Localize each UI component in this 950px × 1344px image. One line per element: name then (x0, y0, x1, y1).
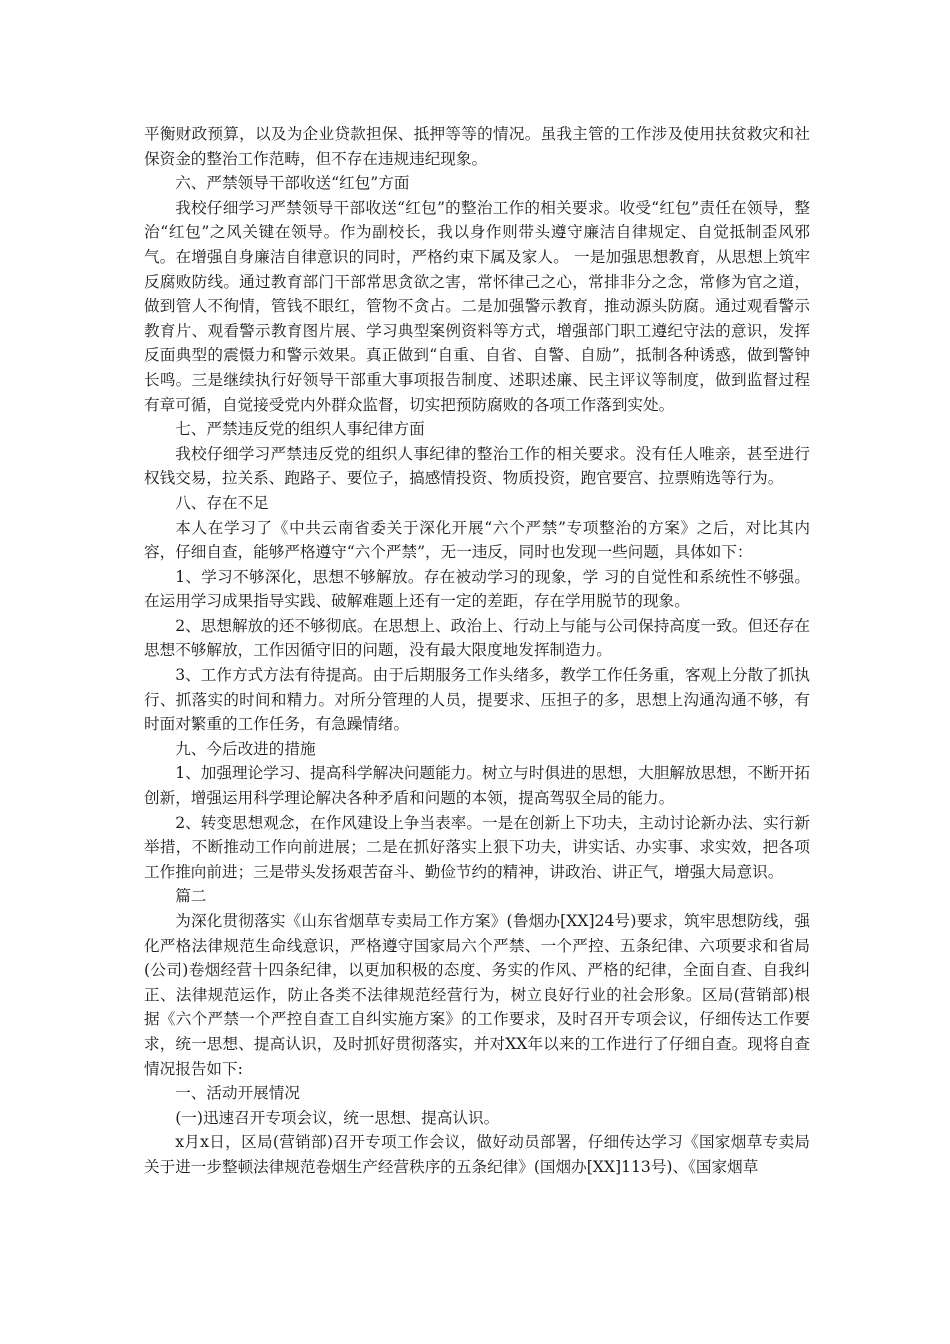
paragraph: 我校仔细学习严禁违反党的组织人事纪律的整治工作的相关要求。没有任人唯亲，甚至进行权钱交易，拉关系、跑路子、要位子，搞感情投资、物质投资，跑官要宫、拉票贿选等行为。 (144, 444, 810, 488)
section-heading: 一、活动开展情况 (175, 1084, 300, 1103)
part-heading: 篇二 (175, 887, 207, 906)
list-item: 1、学习不够深化，思想不够解放。存在被动学习的现象，学 习的自觉性和系统性不够强。在运用学习成果指导实践、破解难题上还有一定的差距，存在学用脱节的现象。 (144, 567, 810, 611)
paragraph: 我校仔细学习严禁领导干部收送“红包”的整治工作的相关要求。收受“红包”责任在领导，整治“红包”之风关键在领导。作为副校长，我以身作则带头遵守廉洁自律规定、自觉抵制歪风邪气。在增强自身廉洁自律意识的同时，严格约束下属及家人。 一是加强思想教育，从思想上筑牢反腐败防线。通过教育部门干部常思贪欲之害，常怀律己之心，常排非分之念，常修为官之道，做到管人不徇情，管钱不眼红，管物不贪占。二是加强警示教育，推动源头防腐。通过观看警示教育片、观看警示教育图片展、学习典型案例资料等方式，增强部门职工遵纪守法的意识，发挥反面典型的震慑力和警示效果。真正做到“自重、自省、自警、自励”，抵制各种诱惑，做到警钟长鸣。三是继续执行好领导干部重大事项报告制度、述职述廉、民主评议等制度，做到监督过程有章可循，自觉接受党内外群众监督，切实把预防腐败的各项工作落到实处。 (144, 198, 810, 414)
section-heading: 九、今后改进的措施 (175, 739, 316, 758)
paragraph: 平衡财政预算，以及为企业贷款担保、抵押等等的情况。虽我主管的工作涉及使用扶贫救灾和社保资金的整治工作范畴，但不存在违规违纪现象。 (144, 125, 810, 168)
subsection-heading: (一)迅速召开专项会议，统一思想、提高认识。 (175, 1108, 500, 1127)
paragraph: x月x日，区局(营销部)召开专项工作会议，做好动员部署，仔细传达学习《国家烟草专卖局关于进一步整顿法律规范卷烟生产经营秩序的五条纪律》(国烟办[XX]113号)、《国家烟草 (144, 1133, 810, 1176)
paragraph: 为深化贯彻落实《山东省烟草专卖局工作方案》(鲁烟办[XX]24号)要求，筑牢思想防线，强化严格法律规范生命线意识，严格遵守国家局六个严禁、一个严控、五条纪律、六项要求和省局(公司)卷烟经营十四条纪律，以更加积极的态度、务实的作风、严格的纪律，全面自查、自我纠正、法律规范运作，防止各类不法律规范经营行为，树立良好行业的社会形象。区局(营销部)根据《六个严禁一个严控自查工自纠实施方案》的工作要求，及时召开专项会议，仔细传达工作要求，统一思想、提高认识，及时抓好贯彻落实，并对XX年以来的工作进行了仔细自查。现将自查情况报告如下: (144, 912, 810, 1078)
section-heading: 六、严禁领导干部收送“红包”方面 (175, 174, 410, 193)
list-item: 3、工作方式方法有待提高。由于后期服务工作头绪多，教学工作任务重，客观上分散了抓执行、抓落实的时间和精力。对所分管理的人员，提要求、压担子的多，思想上沟通沟通不够，有时面对繁重的工作任务，有急躁情绪。 (144, 666, 810, 734)
document-body (144, 122, 810, 1180)
section-heading: 七、严禁违反党的组织人事纪律方面 (175, 420, 425, 439)
list-item: 1、加强理论学习、提高科学解决问题能力。树立与时俱进的思想，大胆解放思想，不断开拓创新，增强运用科学理论解决各种矛盾和问题的本领，提高驾驭全局的能力。 (144, 764, 810, 808)
list-item: 2、转变思想观念，在作风建设上争当表率。一是在创新上下功夫，主动讨论新办法、实行新举措，不断推动工作向前进展；二是在抓好落实上狠下功夫，讲实话、办实事、求实效，把各项工作推向前进；三是带头发扬艰苦奋斗、勤俭节约的精神，讲政治、讲正气，增强大局意识。 (144, 813, 810, 881)
list-item: 2、思想解放的还不够彻底。在思想上、政治上、行动上与能与公司保持高度一致。但还存在思想不够解放，工作因循守旧的问题，没有最大限度地发挥制造力。 (144, 616, 810, 660)
section-heading: 八、存在不足 (175, 493, 269, 512)
paragraph: 本人在学习了《中共云南省委关于深化开展“六个严禁”专项整治的方案》之后，对比其内容，仔细自查，能够严格遵守“六个严禁”，无一违反，同时也发现一些问题，具体如下： (144, 518, 810, 562)
